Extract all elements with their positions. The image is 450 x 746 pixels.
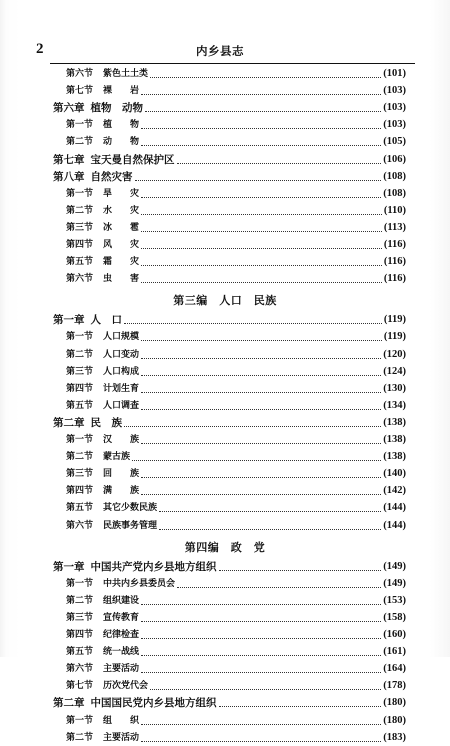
section-number: 第七节 xyxy=(66,86,94,97)
section-number: 第二节 xyxy=(66,452,94,463)
toc-section-row[interactable] xyxy=(66,271,406,287)
section-title: 主要活动 xyxy=(103,664,140,675)
toc-entry-label xyxy=(66,66,148,82)
section-title: 计划生育 xyxy=(103,383,140,394)
section-title: 满 族 xyxy=(103,486,140,497)
page-reference: (101) xyxy=(383,68,406,79)
toc-chapter-row[interactable] xyxy=(53,152,406,168)
toc-chapter-row[interactable] xyxy=(53,100,406,116)
page-reference: (149) xyxy=(383,560,406,572)
section-title: 动 物 xyxy=(103,137,140,148)
toc-entry-label xyxy=(53,169,133,185)
section-number: 第三节 xyxy=(66,469,94,480)
page-reference: (116) xyxy=(383,273,406,285)
toc-section-row[interactable] xyxy=(66,329,406,345)
toc-entry-label xyxy=(53,152,175,168)
toc-chapter-row[interactable] xyxy=(53,415,406,431)
dot-leader xyxy=(141,213,382,215)
toc-entry-label xyxy=(66,627,139,643)
toc-section-row[interactable] xyxy=(66,186,406,202)
section-number: 第六节 xyxy=(66,664,94,675)
page-reference: (103) xyxy=(383,119,406,131)
section-number: 第四节 xyxy=(66,240,94,250)
section-number: 第二节 xyxy=(66,732,94,743)
section-title: 人口调查 xyxy=(103,400,140,411)
dot-leader xyxy=(124,425,381,427)
toc-entry-label xyxy=(53,100,143,116)
toc-entry-label xyxy=(53,695,217,711)
toc-section-row[interactable] xyxy=(66,364,406,380)
section-title: 统一战线 xyxy=(103,647,140,658)
section-number: 第五节 xyxy=(66,257,94,268)
toc-entry-label xyxy=(66,449,130,465)
section-title: 人口规模 xyxy=(103,332,140,343)
dot-leader xyxy=(141,442,381,444)
section-number: 第一节 xyxy=(66,332,94,343)
chapter-title: 中国国民党内乡县地方组织 xyxy=(90,697,217,710)
chapter-number: 第二章 xyxy=(53,416,85,429)
dot-leader xyxy=(141,671,381,673)
page-reference: (110) xyxy=(383,204,406,216)
page-reference: (180) xyxy=(383,714,406,726)
dot-leader xyxy=(141,127,381,129)
toc-section-row[interactable] xyxy=(66,203,406,219)
chapter-title: 宝天曼自然保护区 xyxy=(90,153,175,166)
dot-leader xyxy=(219,705,382,707)
toc-entry-label xyxy=(66,500,157,516)
section-title: 旱 灾 xyxy=(103,188,140,199)
chapter-title: 中国共产党内乡县地方组织 xyxy=(90,560,217,573)
toc-section-row[interactable] xyxy=(66,661,406,677)
dot-leader xyxy=(141,247,382,249)
toc-section-row[interactable] xyxy=(66,381,406,397)
toc-entry-label xyxy=(66,254,139,270)
toc-entry-label xyxy=(66,610,139,626)
section-title: 水 灾 xyxy=(103,205,140,216)
page-reference: (116) xyxy=(383,239,406,250)
toc-section-row[interactable] xyxy=(66,678,406,694)
toc-entry-label xyxy=(66,678,148,694)
toc-section-row[interactable] xyxy=(66,644,406,660)
section-number: 第一节 xyxy=(66,435,94,445)
toc-section-row[interactable] xyxy=(66,518,406,534)
section-title: 紫色土土类 xyxy=(103,69,149,79)
dot-leader xyxy=(141,654,381,656)
page-reference: (149) xyxy=(383,577,406,589)
page-reference: (119) xyxy=(383,331,406,343)
toc-section-row[interactable] xyxy=(66,237,406,253)
toc-entry-label xyxy=(66,644,139,660)
page-reference: (105) xyxy=(383,136,406,148)
chapter-number: 第一章 xyxy=(53,314,85,327)
section-title: 冰 雹 xyxy=(103,222,140,233)
toc-entry-label xyxy=(53,312,122,328)
section-number: 第二节 xyxy=(66,595,94,606)
page-reference: (140) xyxy=(383,468,406,480)
chapter-title: 民 族 xyxy=(90,416,122,429)
toc-section-row[interactable] xyxy=(66,117,406,133)
chapter-number: 第八章 xyxy=(53,170,85,183)
part-heading: 第三编 人口 民族 xyxy=(173,294,277,308)
toc-entry-label xyxy=(66,432,139,448)
toc-section-row[interactable] xyxy=(66,576,406,592)
toc-entry-label xyxy=(53,559,217,575)
section-title: 宣传教育 xyxy=(103,612,140,623)
toc-section-row[interactable] xyxy=(66,398,406,414)
dot-leader xyxy=(219,569,382,571)
chapter-number: 第六章 xyxy=(53,102,85,115)
toc-section-row[interactable] xyxy=(66,66,406,82)
dot-leader xyxy=(141,281,382,283)
toc-section-row[interactable] xyxy=(66,466,406,482)
chapter-number: 第二章 xyxy=(53,697,85,710)
toc-section-row[interactable] xyxy=(66,83,406,99)
toc-chapter-row[interactable] xyxy=(53,312,406,328)
chapter-title: 植物 动物 xyxy=(90,102,143,115)
section-number: 第七节 xyxy=(66,681,94,692)
toc-section-row[interactable] xyxy=(66,347,406,363)
toc-entry-label xyxy=(66,593,139,609)
page-reference: (116) xyxy=(383,256,406,268)
section-title: 回 族 xyxy=(103,469,140,480)
section-title: 汉 族 xyxy=(103,435,140,445)
page-number: 2 xyxy=(36,41,44,57)
section-number: 第六节 xyxy=(66,520,94,531)
toc-entry-label xyxy=(66,713,139,729)
toc-entry-label xyxy=(66,329,139,345)
page-reference: (119) xyxy=(383,314,406,326)
toc-section-row[interactable] xyxy=(66,483,406,499)
toc-entry-label xyxy=(66,347,139,363)
section-number: 第一节 xyxy=(66,120,94,131)
page-reference: (113) xyxy=(383,221,406,233)
page-reference: (144) xyxy=(383,519,406,531)
toc-entry-label xyxy=(66,134,139,150)
toc-entry-label xyxy=(53,415,122,431)
page-reference: (103) xyxy=(383,85,406,97)
toc-chapter-row[interactable] xyxy=(53,559,406,575)
dot-leader xyxy=(141,476,381,478)
dot-leader xyxy=(141,493,381,495)
header-rule xyxy=(50,63,415,64)
dot-leader xyxy=(141,374,381,376)
dot-leader xyxy=(177,162,382,164)
section-title: 历次党代会 xyxy=(103,681,149,692)
dot-leader xyxy=(150,76,381,78)
page-reference: (160) xyxy=(383,629,406,640)
page-reference: (142) xyxy=(383,485,406,497)
toc-section-row[interactable] xyxy=(66,610,406,626)
chapter-number: 第一章 xyxy=(53,560,85,573)
dot-leader xyxy=(141,408,381,410)
page-reference: (106) xyxy=(383,153,406,165)
chapter-title: 自然灾害 xyxy=(90,170,133,183)
section-number: 第四节 xyxy=(66,383,94,394)
section-number: 第五节 xyxy=(66,400,94,411)
section-title: 裸 岩 xyxy=(103,86,140,97)
page-reference: (134) xyxy=(383,399,406,411)
chapter-title: 人 口 xyxy=(90,314,122,327)
dot-leader xyxy=(141,637,381,639)
toc-entry-label xyxy=(66,381,139,397)
toc-entry-label xyxy=(66,576,175,592)
page-reference: (138) xyxy=(383,416,406,428)
part-heading: 第四编 政 党 xyxy=(184,540,266,554)
page-reference: (130) xyxy=(383,382,406,394)
toc-entry-label xyxy=(66,271,139,287)
page-reference: (138) xyxy=(383,451,406,463)
section-number: 第一节 xyxy=(66,715,94,726)
running-head: 内乡县志 xyxy=(196,44,244,58)
section-number: 第五节 xyxy=(66,503,94,514)
toc-chapter-row[interactable] xyxy=(53,695,406,711)
toc-section-row[interactable] xyxy=(66,730,406,746)
page-reference: (120) xyxy=(383,348,406,360)
toc-section-row[interactable] xyxy=(66,500,406,516)
section-number: 第二节 xyxy=(66,349,94,360)
dot-leader xyxy=(141,391,381,393)
section-number: 第四节 xyxy=(66,630,94,640)
toc-entry-label xyxy=(66,730,139,746)
toc-chapter-row[interactable] xyxy=(53,169,406,185)
section-number: 第五节 xyxy=(66,647,94,658)
dot-leader xyxy=(159,510,381,512)
section-title: 纪律检查 xyxy=(103,630,140,640)
page-reference: (124) xyxy=(383,365,406,377)
dot-leader xyxy=(141,230,382,232)
toc-entry-label xyxy=(66,220,139,236)
page-reference: (138) xyxy=(383,434,406,445)
dot-leader xyxy=(135,179,382,181)
page-reference: (108) xyxy=(383,187,406,199)
section-number: 第二节 xyxy=(66,137,94,148)
toc-entry-label xyxy=(66,483,139,499)
section-title: 组织建设 xyxy=(103,595,140,606)
section-title: 霜 灾 xyxy=(103,257,140,268)
dot-leader xyxy=(159,528,381,530)
toc-entry-label xyxy=(66,518,157,534)
page-reference: (144) xyxy=(383,502,406,514)
dot-leader xyxy=(177,586,381,588)
toc-entry-label xyxy=(66,203,139,219)
page-reference: (158) xyxy=(383,611,406,623)
toc-entry-label xyxy=(66,661,139,677)
toc-section-row[interactable] xyxy=(66,134,406,150)
page-reference: (178) xyxy=(383,680,406,692)
toc-section-row[interactable] xyxy=(66,449,406,465)
section-title: 蒙古族 xyxy=(103,452,131,463)
dot-leader xyxy=(141,144,381,146)
toc-entry-label xyxy=(66,186,139,202)
dot-leader xyxy=(141,264,382,266)
dot-leader xyxy=(141,357,381,359)
section-title: 植 物 xyxy=(103,120,140,131)
section-title: 其它少数民族 xyxy=(103,503,158,514)
toc-section-row[interactable] xyxy=(66,254,406,270)
page-reference: (161) xyxy=(383,646,406,658)
section-number: 第一节 xyxy=(66,188,94,199)
chapter-number: 第七章 xyxy=(53,153,85,166)
section-number: 第二节 xyxy=(66,205,94,216)
section-title: 主要活动 xyxy=(103,732,140,743)
page-reference: (103) xyxy=(383,102,406,114)
dot-leader xyxy=(141,620,381,622)
section-number: 第三节 xyxy=(66,612,94,623)
section-number: 第六节 xyxy=(66,69,94,79)
dot-leader xyxy=(141,603,381,605)
page-reference: (108) xyxy=(383,170,406,182)
toc-section-row[interactable] xyxy=(66,220,406,236)
dot-leader xyxy=(141,339,382,341)
dot-leader xyxy=(141,723,381,725)
dot-leader xyxy=(124,322,382,324)
page-reference: (153) xyxy=(383,594,406,606)
dot-leader xyxy=(141,196,381,198)
dot-leader xyxy=(150,688,381,690)
section-title: 组 织 xyxy=(103,715,140,726)
page-header xyxy=(0,41,450,61)
toc-entry-label xyxy=(66,237,139,253)
section-title: 风 灾 xyxy=(103,240,140,250)
section-title: 虫 害 xyxy=(103,274,140,285)
toc-section-row[interactable] xyxy=(66,713,406,729)
page-reference: (183) xyxy=(383,731,406,743)
section-number: 第四节 xyxy=(66,486,94,497)
toc-section-row[interactable] xyxy=(66,593,406,609)
dot-leader xyxy=(141,740,381,742)
toc-entry-label xyxy=(66,466,139,482)
dot-leader xyxy=(141,93,381,95)
toc-section-row[interactable] xyxy=(66,432,406,448)
section-title: 人口构成 xyxy=(103,366,140,377)
toc-entry-label xyxy=(66,117,139,133)
section-number: 第三节 xyxy=(66,366,94,377)
section-title: 人口变动 xyxy=(103,349,140,360)
section-title: 民族事务管理 xyxy=(103,520,158,531)
dot-leader xyxy=(132,459,381,461)
dot-leader xyxy=(145,110,381,112)
page-reference: (180) xyxy=(383,697,406,709)
toc-section-row[interactable] xyxy=(66,627,406,643)
section-title: 中共内乡县委员会 xyxy=(103,578,176,589)
toc-entry-label xyxy=(66,83,139,99)
toc-entry-label xyxy=(66,398,139,414)
section-number: 第六节 xyxy=(66,274,94,285)
page-reference: (164) xyxy=(383,663,406,675)
section-number: 第三节 xyxy=(66,222,94,233)
toc-entry-label xyxy=(66,364,139,380)
section-number: 第一节 xyxy=(66,578,94,589)
